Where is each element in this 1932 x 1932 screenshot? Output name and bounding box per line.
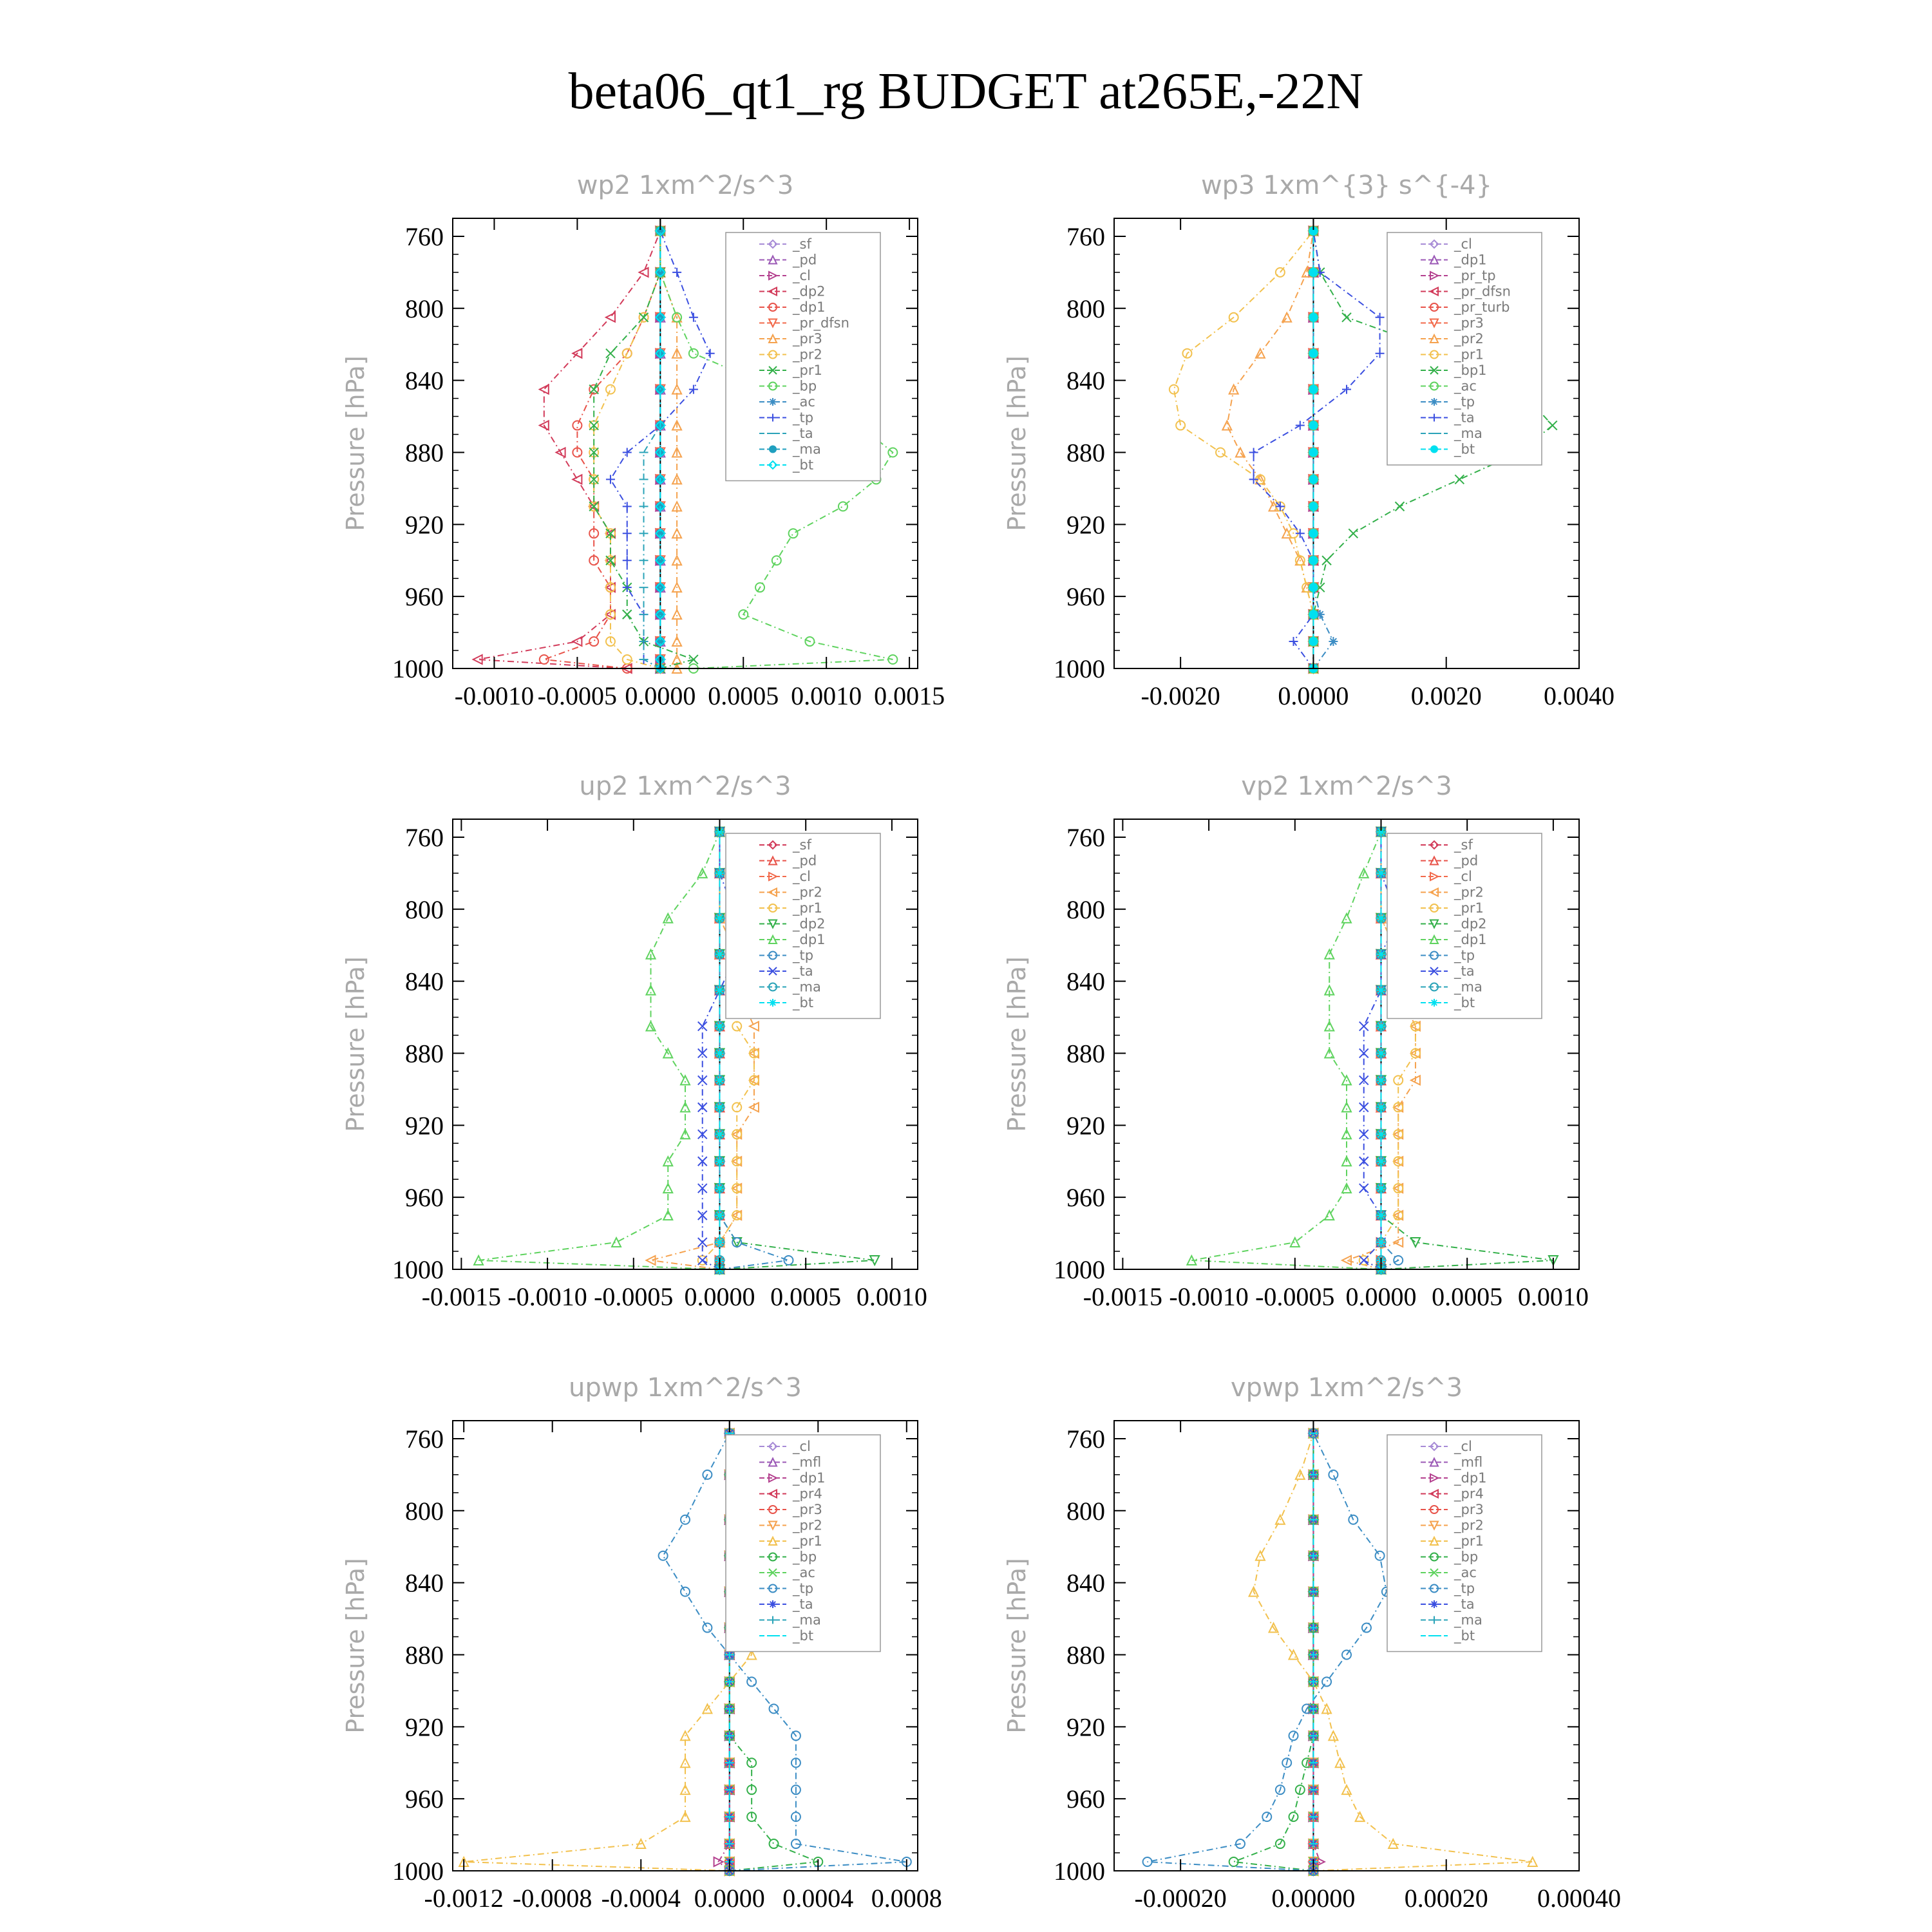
- data-point: [770, 1704, 779, 1713]
- legend-label: _pr2: [793, 1517, 822, 1533]
- legend-label: _dp1: [1454, 932, 1487, 947]
- legend-label: _ac: [1454, 378, 1477, 394]
- data-point: [1349, 529, 1358, 538]
- data-point: [1309, 502, 1318, 511]
- data-point: [1336, 1758, 1345, 1767]
- legend-label: _ac: [1454, 1565, 1477, 1580]
- data-point: [1309, 448, 1318, 457]
- legend-label: _pr3: [793, 1502, 822, 1517]
- x-tick-label: 0.0000: [694, 1884, 765, 1913]
- y-tick-label: 880: [1066, 438, 1105, 468]
- legend-label: _cl: [793, 869, 811, 884]
- x-tick-label: 0.0010: [791, 681, 862, 710]
- legend-label: _ma: [793, 441, 821, 457]
- x-tick-label: -0.0015: [421, 1282, 502, 1311]
- y-axis-label: Pressure [hPa]: [341, 355, 370, 531]
- x-tick-label: 0.0015: [874, 681, 945, 710]
- chart-panel-5: [1003, 1373, 1621, 1913]
- data-point: [1359, 1184, 1368, 1193]
- data-point: [689, 349, 698, 358]
- legend-label: _tp: [1454, 1580, 1475, 1596]
- legend: [726, 232, 880, 481]
- y-tick-label: 920: [1066, 510, 1105, 540]
- legend-label: _pd: [1454, 853, 1479, 869]
- x-tick-label: -0.0015: [1083, 1282, 1163, 1311]
- y-tick-label: 800: [1066, 294, 1105, 323]
- legend-label: _dp1: [1454, 252, 1487, 268]
- data-point: [1309, 268, 1318, 277]
- data-point: [1396, 502, 1405, 511]
- panel-title: wp2 1xm^2/s^3: [576, 171, 794, 200]
- data-point: [1309, 349, 1318, 358]
- legend-label: _pr3: [793, 331, 822, 346]
- y-tick-label: 920: [1066, 1111, 1105, 1141]
- data-point: [698, 1022, 707, 1031]
- legend-marker: [769, 999, 777, 1007]
- data-point: [573, 421, 582, 430]
- legend-label: _ta: [793, 963, 813, 979]
- legend-label: _bp: [1454, 1549, 1479, 1565]
- x-tick-label: -0.0020: [1141, 681, 1220, 710]
- data-point: [715, 1157, 724, 1166]
- y-tick-label: 1000: [1054, 1857, 1105, 1886]
- data-point: [623, 556, 632, 565]
- data-point: [1376, 869, 1385, 878]
- data-point: [1309, 610, 1318, 619]
- x-tick-label: 0.0020: [1410, 681, 1482, 710]
- data-point: [663, 1211, 672, 1220]
- legend-label: _pr1: [1454, 346, 1484, 363]
- data-point: [1376, 1103, 1385, 1112]
- legend-label: _dp1: [793, 299, 826, 315]
- x-tick-label: -0.0010: [454, 681, 535, 710]
- y-tick-label: 880: [405, 438, 444, 468]
- x-tick-label: -0.0005: [594, 1282, 674, 1311]
- y-tick-label: 960: [405, 582, 444, 612]
- legend-label: _bt: [1454, 1628, 1475, 1643]
- y-tick-label: 1000: [392, 1255, 444, 1284]
- legend-label: _bt: [793, 995, 814, 1010]
- legend-label: _pr2: [1454, 1517, 1484, 1533]
- legend-label: _pr4: [1454, 1486, 1484, 1502]
- data-point: [1376, 1157, 1385, 1166]
- chart-panel-4: [341, 1373, 942, 1913]
- y-tick-label: 840: [1066, 1568, 1105, 1598]
- series-pr2: [1222, 227, 1318, 673]
- legend-label: _pd: [793, 853, 817, 869]
- y-tick-label: 840: [1066, 366, 1105, 395]
- legend-label: _mfl: [1454, 1454, 1483, 1470]
- data-point: [672, 610, 681, 619]
- legend-label: _pr1: [793, 363, 822, 378]
- legend: [1387, 232, 1542, 465]
- data-point: [1236, 448, 1245, 457]
- data-point: [659, 1551, 668, 1560]
- y-tick-label: 880: [405, 1039, 444, 1068]
- chart-panel-3: [1003, 772, 1589, 1311]
- y-tick-label: 800: [405, 1496, 444, 1526]
- data-point: [663, 1184, 672, 1193]
- data-point: [1329, 637, 1338, 646]
- legend: [1387, 833, 1542, 1019]
- x-tick-label: 0.0000: [684, 1282, 755, 1311]
- legend: [1387, 1435, 1542, 1652]
- data-point: [1376, 313, 1385, 322]
- legend-marker: [1430, 398, 1438, 406]
- data-point: [838, 502, 848, 511]
- legend-label: _ma: [1454, 1612, 1482, 1628]
- legend-label: _pr1: [793, 900, 822, 916]
- legend-marker: [1430, 1600, 1438, 1608]
- legend-label: _pr3: [1454, 315, 1484, 331]
- chart-panel-1: [1003, 171, 1615, 710]
- x-tick-label: 0.0040: [1544, 681, 1615, 710]
- panel-title: vp2 1xm^2/s^3: [1241, 772, 1452, 801]
- y-tick-label: 960: [405, 1785, 444, 1814]
- y-tick-label: 880: [1066, 1640, 1105, 1670]
- data-point: [689, 313, 698, 322]
- data-point: [1329, 1731, 1338, 1740]
- y-tick-label: 920: [405, 510, 444, 540]
- data-point: [1309, 475, 1318, 484]
- legend-label: _bt: [1454, 441, 1475, 457]
- x-tick-label: 0.0005: [708, 681, 779, 710]
- legend-label: _dp2: [1454, 916, 1487, 932]
- legend-label: _ta: [793, 426, 813, 441]
- legend-label: _sf: [793, 837, 811, 853]
- y-tick-label: 760: [1066, 822, 1105, 852]
- series-line: [1191, 832, 1381, 1269]
- panel-title: wp3 1xm^{3} s^{-4}: [1200, 171, 1493, 200]
- data-point: [1289, 1650, 1298, 1659]
- data-point: [1376, 986, 1385, 995]
- x-tick-label: 0.0000: [1345, 1282, 1417, 1311]
- legend-label: _tp: [1454, 947, 1475, 963]
- data-point: [1359, 1256, 1368, 1265]
- series-dp1: [1187, 828, 1385, 1274]
- chart-panel-0: [341, 171, 945, 710]
- data-point: [647, 986, 656, 995]
- legend-marker: [769, 446, 777, 453]
- y-tick-label: 760: [405, 822, 444, 852]
- data-point: [1376, 1551, 1385, 1560]
- y-tick-label: 800: [1066, 1496, 1105, 1526]
- y-tick-label: 760: [405, 222, 444, 251]
- legend-label: _pr_dfsn: [1454, 283, 1511, 299]
- data-point: [623, 529, 632, 538]
- y-axis-label: Pressure [hPa]: [341, 956, 370, 1132]
- legend-marker: [769, 1600, 777, 1608]
- data-point: [1342, 914, 1351, 923]
- data-point: [672, 268, 681, 277]
- y-tick-label: 920: [1066, 1712, 1105, 1742]
- data-point: [715, 914, 724, 923]
- panel-title: up2 1xm^2/s^3: [579, 772, 791, 801]
- y-tick-label: 920: [405, 1111, 444, 1141]
- data-point: [1322, 556, 1331, 565]
- y-tick-label: 760: [1066, 222, 1105, 251]
- legend-label: _ta: [1454, 1596, 1475, 1612]
- x-tick-label: 0.0005: [770, 1282, 842, 1311]
- x-tick-label: -0.0010: [507, 1282, 587, 1311]
- y-axis-label: Pressure [hPa]: [341, 1558, 370, 1734]
- data-point: [689, 655, 698, 664]
- data-point: [789, 529, 798, 538]
- data-point: [606, 349, 615, 358]
- data-point: [715, 1103, 724, 1112]
- data-point: [1322, 1677, 1331, 1686]
- series-dp2: [473, 227, 665, 673]
- legend-label: _tp: [793, 1580, 814, 1596]
- legend-label: _bt: [793, 457, 814, 473]
- data-point: [698, 1256, 707, 1265]
- data-point: [750, 1022, 759, 1031]
- x-tick-label: -0.0008: [513, 1884, 592, 1913]
- legend-label: _pr3: [1454, 1502, 1484, 1517]
- legend-label: _ta: [1454, 963, 1475, 979]
- data-point: [681, 1812, 690, 1821]
- data-point: [589, 637, 598, 646]
- data-point: [770, 1839, 779, 1848]
- legend-label: _ta: [793, 1596, 813, 1612]
- data-point: [606, 313, 615, 322]
- legend-label: _bp: [793, 378, 817, 394]
- data-point: [540, 655, 549, 664]
- x-tick-label: -0.0004: [601, 1884, 681, 1913]
- legend-label: _tp: [793, 410, 814, 426]
- data-point: [1222, 421, 1231, 430]
- y-tick-label: 800: [405, 294, 444, 323]
- legend-label: _pr_dfsn: [793, 315, 849, 331]
- legend-label: _cl: [1454, 236, 1472, 252]
- data-point: [1309, 313, 1318, 322]
- data-point: [1249, 448, 1258, 457]
- legend-label: _ma: [1454, 426, 1482, 441]
- x-tick-label: -0.0012: [424, 1884, 504, 1913]
- x-tick-label: 0.0000: [625, 681, 696, 710]
- x-tick-label: 0.00020: [1404, 1884, 1488, 1913]
- y-tick-label: 880: [1066, 1039, 1105, 1068]
- x-tick-label: 0.0004: [782, 1884, 854, 1913]
- y-tick-label: 1000: [1054, 1255, 1105, 1284]
- data-point: [706, 349, 715, 358]
- data-point: [703, 1624, 712, 1633]
- y-axis-label: Pressure [hPa]: [1003, 355, 1031, 531]
- legend-label: _ac: [793, 1565, 815, 1580]
- legend-label: _mfl: [793, 1454, 822, 1470]
- y-tick-label: 960: [405, 1183, 444, 1213]
- legend: [726, 833, 880, 1019]
- data-point: [1289, 637, 1298, 646]
- data-point: [1342, 1256, 1351, 1265]
- data-point: [1309, 385, 1318, 394]
- data-point: [715, 986, 724, 995]
- data-point: [1216, 448, 1225, 457]
- legend-label: _bt: [793, 1628, 814, 1643]
- x-tick-label: 0.0005: [1432, 1282, 1503, 1311]
- y-tick-label: 1000: [392, 1857, 444, 1886]
- series-line: [1174, 231, 1314, 668]
- series-dp1: [474, 828, 724, 1274]
- series-line: [478, 832, 719, 1269]
- data-point: [1309, 583, 1318, 592]
- data-point: [715, 869, 724, 878]
- legend-label: _pr2: [1454, 331, 1484, 346]
- panel-title: upwp 1xm^2/s^3: [569, 1373, 802, 1403]
- legend-label: _cl: [1454, 1439, 1472, 1454]
- data-point: [623, 502, 632, 511]
- y-axis-label: Pressure [hPa]: [1003, 1558, 1031, 1734]
- series-pr1: [1170, 227, 1318, 673]
- y-tick-label: 800: [405, 895, 444, 924]
- data-point: [747, 1677, 756, 1686]
- legend-label: _pr_turb: [1454, 299, 1510, 315]
- legend-label: _bt: [1454, 995, 1475, 1010]
- y-tick-label: 960: [1066, 1183, 1105, 1213]
- y-tick-label: 1000: [392, 654, 444, 683]
- x-tick-label: 0.0010: [1517, 1282, 1589, 1311]
- x-tick-label: -0.0010: [1169, 1282, 1249, 1311]
- y-tick-label: 880: [405, 1640, 444, 1670]
- data-point: [606, 475, 615, 484]
- legend-label: _tp: [793, 947, 814, 963]
- legend-label: _cl: [793, 1439, 811, 1454]
- y-tick-label: 1000: [1054, 654, 1105, 683]
- legend-label: _sf: [793, 236, 811, 252]
- series-tp: [1143, 1429, 1391, 1875]
- data-point: [1282, 313, 1291, 322]
- legend-label: _pr2: [793, 346, 822, 363]
- x-tick-label: -0.0005: [537, 681, 618, 710]
- data-point: [1548, 421, 1557, 430]
- legend-label: _pr4: [793, 1486, 822, 1502]
- legend-label: _tp: [1454, 394, 1475, 410]
- data-point: [681, 1075, 690, 1084]
- data-point: [1325, 1211, 1334, 1220]
- data-point: [1309, 637, 1318, 646]
- legend-label: _cl: [793, 268, 811, 283]
- y-tick-label: 800: [1066, 895, 1105, 924]
- legend-label: _pr1: [1454, 900, 1484, 916]
- data-point: [681, 1785, 690, 1794]
- data-point: [573, 475, 582, 484]
- legend-marker: [1430, 446, 1438, 453]
- data-point: [1376, 914, 1385, 923]
- legend-label: _dp2: [793, 916, 826, 932]
- data-point: [1455, 475, 1464, 484]
- chart-panel-2: [341, 772, 927, 1311]
- data-point: [681, 1515, 690, 1524]
- x-tick-label: 0.0008: [871, 1884, 942, 1913]
- panel-title: vpwp 1xm^2/s^3: [1230, 1373, 1463, 1403]
- data-point: [1342, 313, 1351, 322]
- series-line: [1234, 1434, 1314, 1871]
- data-point: [1256, 1551, 1265, 1560]
- y-axis-label: Pressure [hPa]: [1003, 956, 1031, 1132]
- legend-label: _dp1: [1454, 1470, 1487, 1486]
- legend-label: _dp2: [793, 283, 826, 299]
- figure-title: beta06_qt1_rg BUDGET at265E,-22N: [568, 63, 1364, 120]
- data-point: [715, 1048, 724, 1057]
- legend-label: _cl: [1454, 869, 1472, 884]
- x-tick-label: 0.0010: [856, 1282, 927, 1311]
- data-point: [1309, 556, 1318, 565]
- legend-label: _pr2: [793, 884, 822, 900]
- data-point: [772, 556, 781, 565]
- y-tick-label: 840: [1066, 967, 1105, 996]
- data-point: [1376, 1211, 1385, 1220]
- legend-label: _pr1: [793, 1533, 822, 1549]
- y-tick-label: 960: [1066, 582, 1105, 612]
- legend-label: _bp: [793, 1549, 817, 1565]
- x-tick-label: 0.00000: [1271, 1884, 1356, 1913]
- legend-marker: [1430, 999, 1438, 1007]
- data-point: [623, 610, 632, 619]
- y-tick-label: 760: [405, 1424, 444, 1454]
- legend-label: _pd: [793, 252, 817, 268]
- data-point: [1342, 1103, 1351, 1112]
- data-point: [1309, 529, 1318, 538]
- x-tick-label: 0.00040: [1537, 1884, 1621, 1913]
- legend-label: _pr1: [1454, 1533, 1484, 1549]
- legend-label: _ta: [1454, 410, 1475, 426]
- x-tick-label: 0.0000: [1278, 681, 1349, 710]
- chart-panels: [341, 171, 1621, 1913]
- y-tick-label: 840: [405, 967, 444, 996]
- y-tick-label: 840: [405, 366, 444, 395]
- legend: [726, 1435, 880, 1652]
- data-point: [681, 1758, 690, 1767]
- legend-label: _dp1: [793, 1470, 826, 1486]
- legend-label: _ac: [793, 394, 815, 410]
- legend-label: _bp1: [1454, 363, 1487, 378]
- data-point: [606, 385, 615, 394]
- series-bp: [1229, 1429, 1318, 1875]
- legend-label: _dp1: [793, 932, 826, 947]
- legend-label: _pr_tp: [1454, 268, 1496, 283]
- data-point: [1359, 1022, 1368, 1031]
- data-point: [639, 313, 649, 322]
- y-tick-label: 960: [1066, 1785, 1105, 1814]
- legend-label: _ma: [1454, 979, 1482, 995]
- data-point: [715, 1211, 724, 1220]
- x-tick-label: -0.0005: [1255, 1282, 1335, 1311]
- legend-label: _pr2: [1454, 884, 1484, 900]
- legend-label: _ma: [793, 1612, 821, 1628]
- data-point: [1376, 1048, 1385, 1057]
- y-tick-label: 760: [1066, 1424, 1105, 1454]
- y-tick-label: 920: [405, 1712, 444, 1742]
- data-point: [1342, 1785, 1351, 1794]
- y-tick-label: 840: [405, 1568, 444, 1598]
- data-point: [1329, 1470, 1338, 1479]
- data-point: [681, 1587, 690, 1596]
- legend-marker: [769, 398, 777, 406]
- series-line: [478, 231, 661, 668]
- legend-label: _ma: [793, 979, 821, 995]
- data-point: [639, 268, 649, 277]
- x-tick-label: -0.00020: [1134, 1884, 1227, 1913]
- data-point: [1309, 421, 1318, 430]
- legend-label: _sf: [1454, 837, 1473, 853]
- data-point: [612, 1238, 621, 1247]
